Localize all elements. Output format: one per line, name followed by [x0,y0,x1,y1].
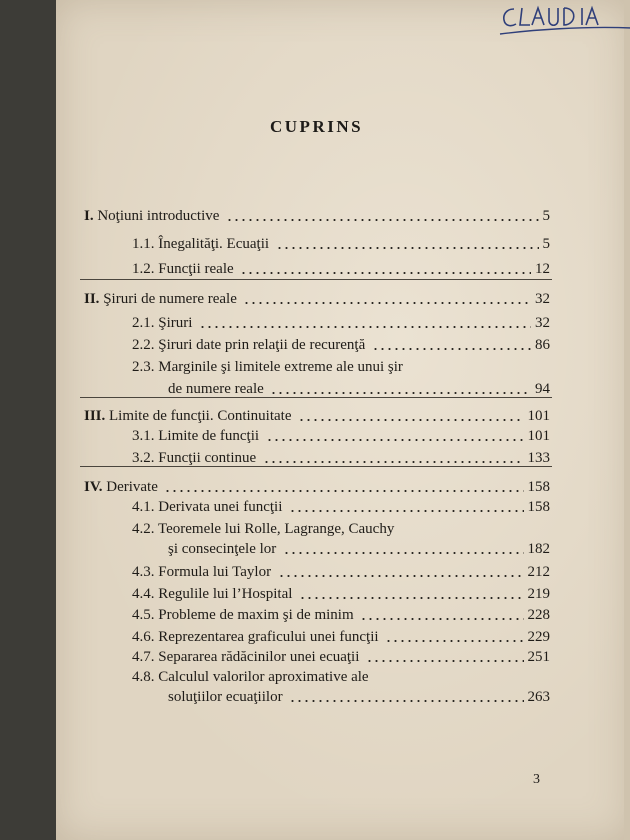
entry-title: Noţiuni introductive [97,208,220,224]
entry-number: 2.1. [132,315,155,331]
chapter-divider [80,466,552,467]
entry-page: 101 [527,428,550,444]
dot-leader [278,575,524,577]
section-entry [132,335,550,355]
entry-page: 94 [535,381,550,397]
entry-number: 3.2. [132,450,155,466]
entry-number: IV. [84,479,103,495]
entry-title: Regulile lui l’Hospital [158,586,293,602]
page-title: CUPRINS [270,117,364,136]
dot-leader [263,461,524,463]
entry-title: Calculul valorilor aproximative ale [158,669,369,685]
entry-title: Separarea rădăcinilor unei ecuaţii [158,649,360,665]
section-entry-continued [132,539,550,559]
section-entry [132,519,550,539]
entry-number: 4.5. [132,607,155,623]
dot-leader [298,419,524,421]
entry-page: 32 [535,315,550,331]
entry-page: 158 [527,479,550,495]
section-entry [132,234,550,254]
dot-leader [243,302,531,304]
dot-leader [299,597,524,599]
page-edge [624,0,630,840]
section-entry [132,357,550,377]
entry-number: 4.8. [132,669,155,685]
section-entry [132,667,550,687]
entry-page: 101 [527,408,550,424]
chapter-entry [84,289,550,309]
entry-title: Limite de funcţii [158,428,260,444]
entry-page: 228 [527,607,550,623]
entry-page: 229 [527,629,550,645]
entry-title: soluţiilor ecuaţiilor [168,689,283,705]
entry-title: Formula lui Taylor [158,564,272,580]
entry-title: Limite de funcţii. Continuitate [109,408,292,424]
entry-page: 32 [535,291,550,307]
dot-leader [270,392,531,394]
entry-number: II. [84,291,100,307]
dot-leader [289,700,524,702]
dot-leader [226,219,539,221]
section-entry [132,647,550,667]
dot-leader [276,247,539,249]
entry-number: 2.3. [132,359,155,375]
entry-title: Înegalităţi. Ecuaţii [158,236,270,252]
section-entry [132,313,550,333]
entry-number: 1.2. [132,261,155,277]
dot-leader [366,660,524,662]
entry-page: 133 [527,450,550,466]
entry-page: 251 [527,649,550,665]
section-entry-continued [132,379,550,399]
dot-leader [266,439,524,441]
entry-title: Probleme de maxim şi de minim [158,607,354,623]
entry-title: de numere reale [168,381,264,397]
entry-title: Derivata unei funcţii [158,499,283,515]
dot-leader [289,510,524,512]
entry-number: I. [84,208,94,224]
entry-title: Şiruri date prin relaţii de recurenţă [158,337,366,353]
chapter-entry [84,406,550,426]
page-number: 3 [533,772,540,787]
entry-page: 5 [542,236,550,252]
entry-page: 212 [527,564,550,580]
section-entry [132,448,550,468]
entry-title: şi consecinţele lor [168,541,277,557]
entry-number: 4.6. [132,629,155,645]
section-entry [132,259,550,279]
entry-title: Marginile şi limitele extreme ale unui şir [158,359,403,375]
section-entry [132,605,550,625]
entry-page: 182 [527,541,550,557]
dot-leader [199,326,531,328]
entry-page: 12 [535,261,550,277]
entry-number: 4.1. [132,499,155,515]
dot-leader [372,348,531,350]
entry-page: 263 [527,689,550,705]
entry-number: 2.2. [132,337,155,353]
entry-page: 86 [535,337,550,353]
chapter-divider [80,279,552,280]
entry-page: 5 [542,208,550,224]
entry-title: Funcţii reale [158,261,234,277]
section-entry [132,426,550,446]
entry-number: 3.1. [132,428,155,444]
entry-number: 1.1. [132,236,155,252]
section-entry [132,562,550,582]
entry-title: Teoremele lui Rolle, Lagrange, Cauchy [157,521,395,537]
dot-leader [164,490,524,492]
section-entry [132,627,550,647]
section-entry [132,497,550,517]
entry-title: Şiruri [158,315,193,331]
entry-page: 219 [527,586,550,602]
handwritten-signature [492,0,630,44]
entry-number: 4.2. [132,521,155,537]
dot-leader [360,618,524,620]
entry-page: 158 [527,499,550,515]
entry-title: Reprezentarea graficului unei funcţii [158,629,379,645]
chapter-divider [80,397,552,398]
entry-number: 4.4. [132,586,155,602]
dot-leader [240,272,531,274]
section-entry-continued [132,687,550,707]
entry-number: 4.3. [132,564,155,580]
entry-title: Şiruri de numere reale [103,291,237,307]
section-entry [132,584,550,604]
chapter-entry [84,477,550,497]
entry-number: 4.7. [132,649,155,665]
dot-leader [283,552,524,554]
entry-title: Funcţii continue [158,450,257,466]
entry-title: Derivate [106,479,158,495]
dot-leader [385,640,524,642]
chapter-entry [84,206,550,226]
entry-number: III. [84,408,106,424]
